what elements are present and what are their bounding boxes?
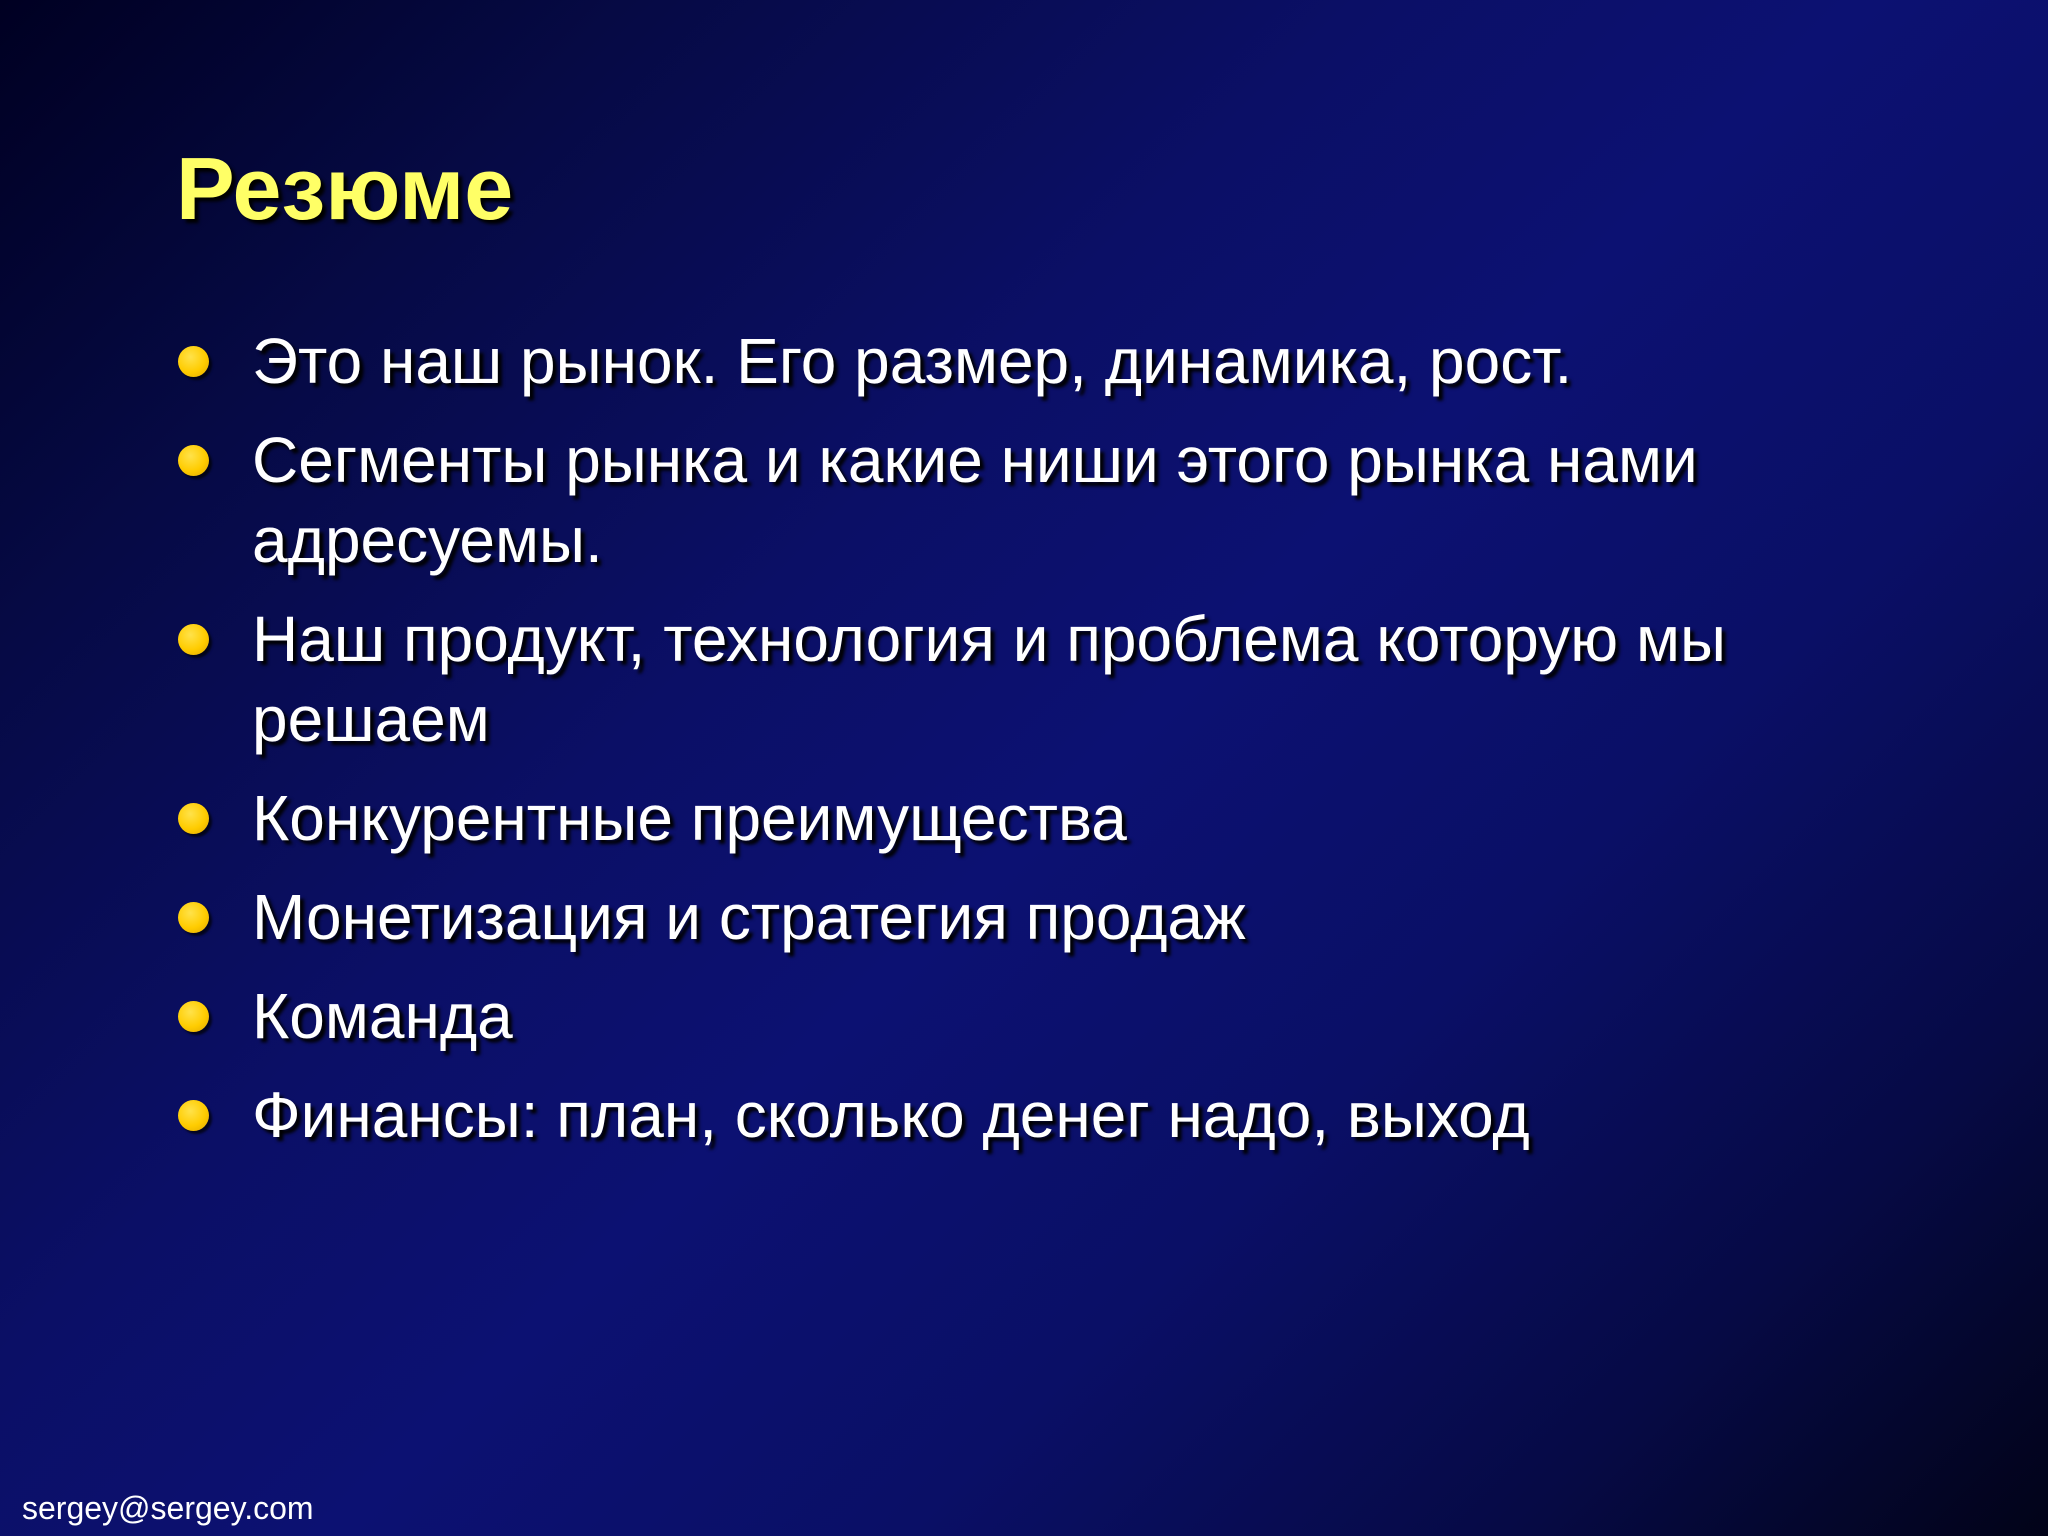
bullet-list [176,321,1956,1174]
bullet-dot-icon [178,346,209,377]
bullet-dot-icon [178,1100,209,1131]
bullet-item [176,778,1956,858]
bullet-text: Сегменты рынка и какие ниши этого рынка нами адресуемы. [252,424,1698,576]
bullet-dot-icon [178,902,209,933]
bullet-text: Финансы: план, сколько денег надо, выход [252,1079,1530,1151]
slide-title: Резюме [176,139,514,238]
bullet-item [176,321,1956,401]
bullet-item [176,1075,1956,1155]
bullet-item [176,976,1956,1056]
bullet-dot-icon [178,445,209,476]
bullet-text: Команда [252,980,513,1052]
bullet-text: Монетизация и стратегия продаж [252,881,1246,953]
bullet-text: Конкурентные преимущества [252,782,1127,854]
bullet-text: Наш продукт, технология и проблема которую мы решаем [252,603,1726,755]
bullet-item [176,599,1956,759]
bullet-item [176,877,1956,957]
footer-email: sergey@sergey.com [22,1490,314,1526]
bullet-text: Это наш рынок. Его размер, динамика, рост. [252,325,1573,397]
bullet-item [176,420,1956,580]
bullet-dot-icon [178,803,209,834]
bullet-dot-icon [178,1001,209,1032]
bullet-dot-icon [178,624,209,655]
